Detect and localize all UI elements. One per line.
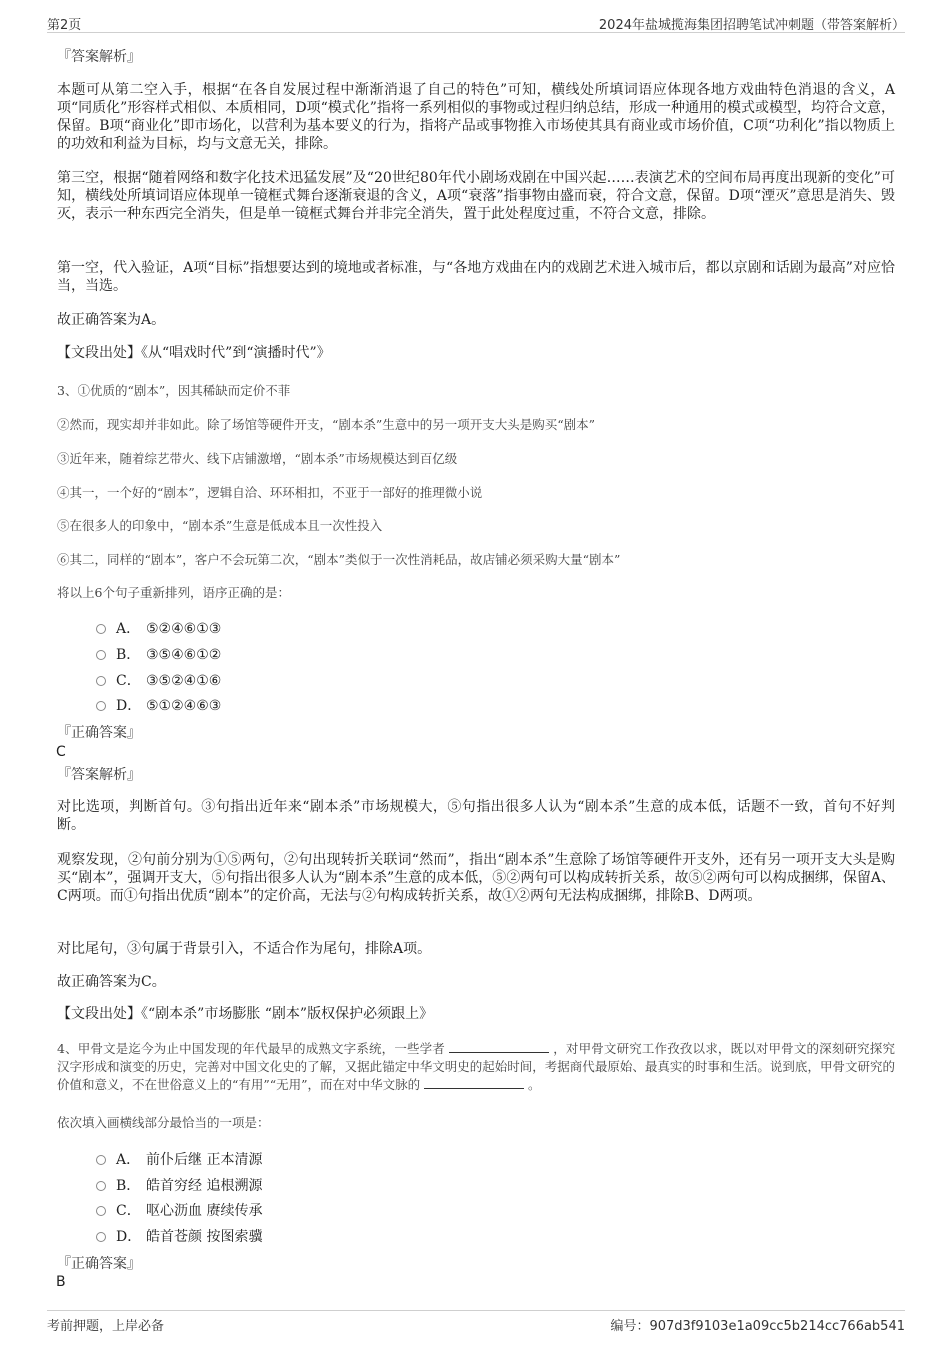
question-sentence: ②然而，现实却并非如此。除了场馆等硬件开支，“剧本杀”生意中的另一项开支大头是购买“剧本”	[57, 417, 596, 432]
option-text: 皓首苍颜 按图索骥	[146, 1229, 263, 1245]
question-sentence: ⑥其二，同样的“剧本”，客户不会玩第二次，“剧本”类似于一次性消耗品，故店铺必须采购大量“剧本”	[57, 552, 621, 567]
option-letter: C．	[116, 673, 141, 689]
document-serial: 编号：907d3f9103e1a09cc5b214cc766ab541	[610, 1319, 905, 1334]
radio-icon[interactable]	[96, 624, 106, 634]
question-sentence: ⑤在很多人的印象中，“剧本杀”生意是低成本且一次性投入	[57, 518, 383, 533]
question-stem-part: 。	[528, 1077, 541, 1092]
option-text: ③⑤②④①⑥	[146, 673, 222, 689]
option-letter: A．	[116, 1152, 141, 1168]
option-letter: B．	[116, 1178, 141, 1194]
analysis-conclusion: 故正确答案为A。	[57, 312, 166, 328]
option-c[interactable]	[96, 672, 221, 690]
option-b[interactable]	[96, 1177, 262, 1195]
radio-icon[interactable]	[96, 1181, 106, 1191]
option-letter: D．	[116, 1229, 142, 1245]
analysis-label: 『答案解析』	[57, 49, 141, 65]
option-text: ⑤②④⑥①③	[146, 621, 222, 637]
question-sentence: ④其一，一个好的“剧本”，逻辑自洽、环环相扣，不亚于一部好的推理微小说	[57, 485, 483, 500]
option-a[interactable]	[96, 1151, 262, 1169]
correct-answer: B	[56, 1274, 66, 1290]
option-text: 前仆后继 正本清源	[146, 1152, 263, 1168]
page-footer	[47, 1310, 905, 1333]
option-text: ③⑤④⑥①②	[146, 647, 222, 663]
radio-icon[interactable]	[96, 650, 106, 660]
analysis-paragraph: 观察发现，②句前分别为①⑤两句，②句出现转折关联词“然而”，指出“剧本杀”生意除了场馆等硬件开支外，还有另一项开支大头是购买“剧本”，强调开支大，⑤句指出很多人认为“剧本杀”生意的成本低，⑤②两句可以构成转折关系，故⑤②两句可以构成捆绑，保留A、C两项。而①句指出优质“剧本”的定价高，无法与②句构成转折关系，故①②两句无法构成捆绑，排除B、D两项。	[57, 852, 895, 904]
analysis-paragraph: 本题可从第二空入手，根据“在各自发展过程中渐渐消退了自己的特色”可知，横线处所填词语应体现各地方戏曲特色消退的含义，A项“同质化”形容样式相似、本质相同，D项“模式化”指将一系列相似的事物或过程归纳总结，形成一种通用的模式或模型，均符合文意，保留。B项“商业化”即市场化，以营利为基本要义的行为，指将产品或事物推入市场使其具有商业或市场价值，C项“功利化”指以物质上的功效和利益为目标，均与文意无关，排除。	[57, 82, 895, 152]
question-stem	[57, 1040, 895, 1094]
analysis-paragraph: 对比选项，判断首句。③句指出近年来“剧本杀”市场规模大，⑤句指出很多人认为“剧本杀”生意的成本低，话题不一致，首句不好判断。	[57, 799, 895, 833]
document-title: 2024年盐城揽海集团招聘笔试冲刺题（带答案解析）	[598, 18, 905, 33]
analysis-paragraph: 第三空，根据“随着网络和数字化技术迅猛发展”及“20世纪80年代小剧场戏剧在中国兴起……表演艺术的空间布局再度出现新的变化”可知，横线处所填词语应体现单一镜框式舞台逐渐衰退的含义，A项“衰落”指事物由盛而衰，符合文意，保留。D项“湮灭”意思是消失、毁灭，表示一种东西完全消失，但是单一镜框式舞台并非完全消失，置于此处程度过重，不符合文意，排除。	[57, 170, 895, 222]
option-letter: D．	[116, 698, 142, 714]
option-d[interactable]	[96, 697, 221, 715]
option-text: 呕心沥血 赓续传承	[146, 1203, 263, 1219]
option-text: ⑤①②④⑥③	[146, 698, 222, 714]
fill-blank	[449, 1040, 549, 1053]
option-b[interactable]	[96, 646, 221, 664]
question-prompt: 将以上6个句子重新排列，语序正确的是：	[57, 585, 290, 600]
correct-answer-label: 『正确答案』	[57, 1256, 141, 1272]
footer-slogan: 考前押题，上岸必备	[47, 1319, 165, 1334]
analysis-label: 『答案解析』	[57, 767, 141, 783]
fill-blank	[424, 1076, 524, 1089]
question-sentence: 3、①优质的“剧本”，因其稀缺而定价不菲	[57, 383, 291, 398]
radio-icon[interactable]	[96, 1155, 106, 1165]
analysis-paragraph: 第一空，代入验证，A项“目标”指想要达到的境地或者标准，与“各地方戏曲在内的戏剧艺术进入城市后，都以京剧和话剧为最高”对应恰当，当选。	[57, 260, 895, 294]
question-prompt: 依次填入画横线部分最恰当的一项是：	[57, 1115, 270, 1130]
option-letter: B．	[116, 647, 141, 663]
option-letter: A．	[116, 621, 141, 637]
option-c[interactable]	[96, 1202, 262, 1220]
analysis-conclusion: 故正确答案为C。	[57, 974, 166, 990]
correct-answer: C	[56, 744, 66, 760]
source-citation: 【文段出处】《从“唱戏时代”到“演播时代”》	[57, 345, 331, 361]
correct-answer-label: 『正确答案』	[57, 725, 141, 741]
option-letter: C．	[116, 1203, 141, 1219]
radio-icon[interactable]	[96, 1206, 106, 1216]
question-stem-part: 4、甲骨文是迄今为止中国发现的年代最早的成熟文字系统，一些学者	[57, 1041, 445, 1056]
page-number: 第2页	[47, 18, 82, 33]
source-citation: 【文段出处】《“剧本杀”市场膨胀 “剧本”版权保护必须跟上》	[57, 1006, 434, 1022]
option-a[interactable]	[96, 620, 221, 638]
option-d[interactable]	[96, 1228, 262, 1246]
radio-icon[interactable]	[96, 1232, 106, 1242]
analysis-paragraph: 对比尾句，③句属于背景引入，不适合作为尾句，排除A项。	[57, 941, 432, 957]
question-stem-part: ，对甲骨文研究工作孜孜以求，既以对甲骨文的深刻研究探究汉字形成和演变的历史，完善对中国文化史的了解，又据此锚定中华文明史的起始时间，考据商代最原始、最真实的时事和生活。说到底，甲骨文研究的价值和意义，不在世俗意义上的“有用”“无用”，而在对中华文脉的	[57, 1041, 895, 1092]
question-sentence: ③近年来，随着综艺带火、线下店铺激增，“剧本杀”市场规模达到百亿级	[57, 451, 458, 466]
radio-icon[interactable]	[96, 676, 106, 686]
page-header	[47, 14, 905, 33]
option-text: 皓首穷经 追根溯源	[146, 1178, 263, 1194]
radio-icon[interactable]	[96, 701, 106, 711]
